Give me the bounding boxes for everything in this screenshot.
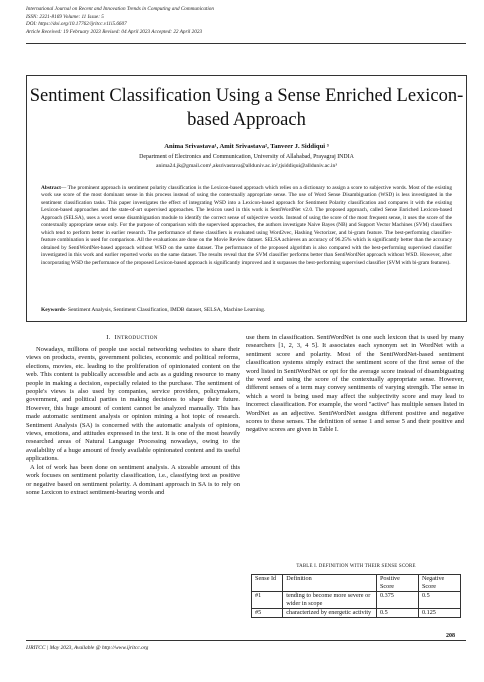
journal-name: International Journal on Recent and Innovation Trends in Computing and Communication — [26, 6, 214, 12]
journal-header — [26, 6, 466, 36]
table-cell: 0.5 — [376, 609, 418, 618]
paper-title: Sentiment Classification Using a Sense Enriched Lexicon-based Approach — [29, 86, 464, 130]
header-divider — [26, 43, 466, 44]
article-dates: Article Received: 19 February 2023 Revised: 04 April 2023 Accepted: 22 April 2023 — [26, 28, 203, 35]
table-cell: #1 — [252, 592, 283, 609]
issn-line: ISSN: 2321-8169 Volume: 11 Issue: 5 — [26, 13, 104, 20]
author-emails: anima24.jk@gmail.com¹,aksrivastava@allduniv.ac.in²,tjsiddiqui@allduniv.ac.in³ — [155, 163, 337, 169]
keywords-label: Keywords — [41, 307, 65, 313]
footer-divider — [26, 640, 466, 641]
keywords — [41, 307, 452, 313]
section-title-rest: NTRODUCTION — [117, 335, 158, 341]
section-numeral: I. — [106, 334, 111, 341]
table-cell: characterized by energetic activity — [283, 609, 377, 618]
left-column — [26, 346, 240, 497]
table-header-cell: Negative Score — [418, 575, 460, 592]
section-heading — [26, 334, 238, 341]
table-header-cell: Definition — [283, 575, 377, 592]
table-cell: 0.125 — [418, 609, 460, 618]
table-cell: #5 — [252, 609, 283, 618]
table-cell: 0.375 — [376, 592, 418, 609]
intro-paragraph-3: use them in classification. SentiWordNet is one such lexicon that is used by many researchers [1, 2, 3, 4 5]. It associates each synonym set in WordNet with a sentiment score and polarity. Most of the SentiWordNet-based sentiment classification systems simply extract the sentiment score of the first sense of the word listed in SentiWordNet or opt for the average score instead of disambiguating the word and using the score of the contextually appropriate sense. However, different senses of a term may convey sentiments of varying strength. The sense in which a word is being used may affect the subjectivity score and may lead to incorrect classification. For example, the word "active" has multiple senses listed in WordNet as an adjective. SentiWordNet assigns different positive and negative scores to these senses. The definition of sense 1 and sense 5 and their positive and negative scores are given in Table I. — [246, 334, 464, 434]
page-number: 208 — [446, 633, 455, 639]
right-column — [246, 334, 464, 435]
table-cell: 0.5 — [418, 592, 460, 609]
section-title-initial: I — [114, 334, 118, 341]
footer-text: IJRITCC | May 2023, Available @ http://www.ijritcc.org — [26, 645, 149, 651]
intro-paragraph-2: A lot of work has been done on sentiment analysis. A sizeable amount of this work focuses on sentiment polarity classification, i.e., classifying text as positive or negative based on sentiment polarity. A dominant approach in SA is to rely on some Lexicon to extract sentiment-bearing words and — [26, 463, 240, 496]
author-affiliation: Department of Electronics and Communication, University of Allahabad, Prayagraj INDIA — [139, 154, 354, 160]
table-header-cell: Sense Id — [252, 575, 283, 592]
intro-paragraph-1: Nowadays, millions of people use social networking websites to share their views on products, events, government policies, economic and political reforms, elections, movies, etc. leading to the proliferation of opinionated content on the web. This content is publically accessible and acts as a guiding resource to many people in making a decision, especially related to the purchase. The sentiment of people's views is also used by companies, service providers, policymakers, government, and political parties in making decisions to shape their future. However, this huge amount of content cannot be analyzed manually. This has made automatic sentiment analysis or opinion mining a hot topic of research. Sentiment Analysis (SA) is concerned with the automatic analysis of opinions, views, emotions, and attitudes expressed in the text. It is one of the most heavily researched areas of Natural Language Processing nowadays, owing to the availability of a huge amount of freely available opinionated content and its useful applications. — [26, 346, 240, 463]
table-cell: tending to become more severe or wider in scope — [283, 592, 377, 609]
keywords-text: - Sentiment Analysis, Sentiment Classification, IMDB dataset, SELSA, Machine Learning. — [64, 307, 266, 313]
table-row — [252, 592, 461, 609]
abstract-label: Abstract — [41, 185, 61, 191]
table-caption: TABLE I. DEFINITION WITH THEIR SENSE SCORE — [296, 564, 416, 569]
table-header-cell: Positive Score — [376, 575, 418, 592]
paper-authors: Anima Srivastava¹, Amit Srivastava², Tanveer J. Siddiqui ³ — [164, 143, 329, 150]
doi-line: DOI: https://doi.org/10.17762/ijritcc.v11i5.6607 — [26, 21, 127, 28]
title-box — [26, 75, 467, 322]
sense-score-table — [251, 574, 461, 618]
table-header-row — [252, 575, 461, 592]
table-row — [252, 609, 461, 618]
abstract-text: — The prominent approach in sentiment polarity classification is the Lexicon-based approach which relies on a dictionary to assign a score to subjective words. Most of the existing work use score of the most dominant sense in this process instead of using the contextually appropriate sense. The use of Word Sense Disambiguation (WSD) is less investigated in the sentiment classification tasks. This paper investigates the effect of integrating WSD into a Lexicon-based approach for Sentiment Polarity classification and compares it with the existing Lexicon-based approaches and the state-of-art supervised approaches. The lexicon used in this work is SentiWordNet v2.0. The proposed approach, called Sense Enriched Lexicon-based Approach (SELSA), uses a word sense disambiguation module to identify the correct sense of subjective words. Instead of using the score of the most frequent sense, it uses the score of the contextually appropriate sense only. For the purpose of comparison with the supervised approaches, the authors investigate Naive Bayes (NB) and Support Vector Machines (SVM) classifiers which tend to perform better in earlier research. The performance of these classifiers is evaluated using Word2vec, Hashing Vectorizer, and bi-gram feature. The best-performing classifier-feature combination is used for comparison. All the evaluations are done on the Movie Review dataset. SELSA achieves an accuracy of 96.25% which is significantly better than the accuracy obtained by SentiWordNet-based approach without WSD on the same dataset. The performance of the proposed algorithm is also compared with the best-performing supervised classifier investigated in this work and earlier reported works on the same dataset. The results reveal that the SVM classifier performs better than SentiWordNet approach without WSD. However, after incorporating WSD the performance of the proposed Lexicon-based approach is significantly improved and it surpasses the best-performing supervised classifier (SVM with bi-gram features). — [41, 185, 452, 266]
abstract — [41, 185, 452, 267]
